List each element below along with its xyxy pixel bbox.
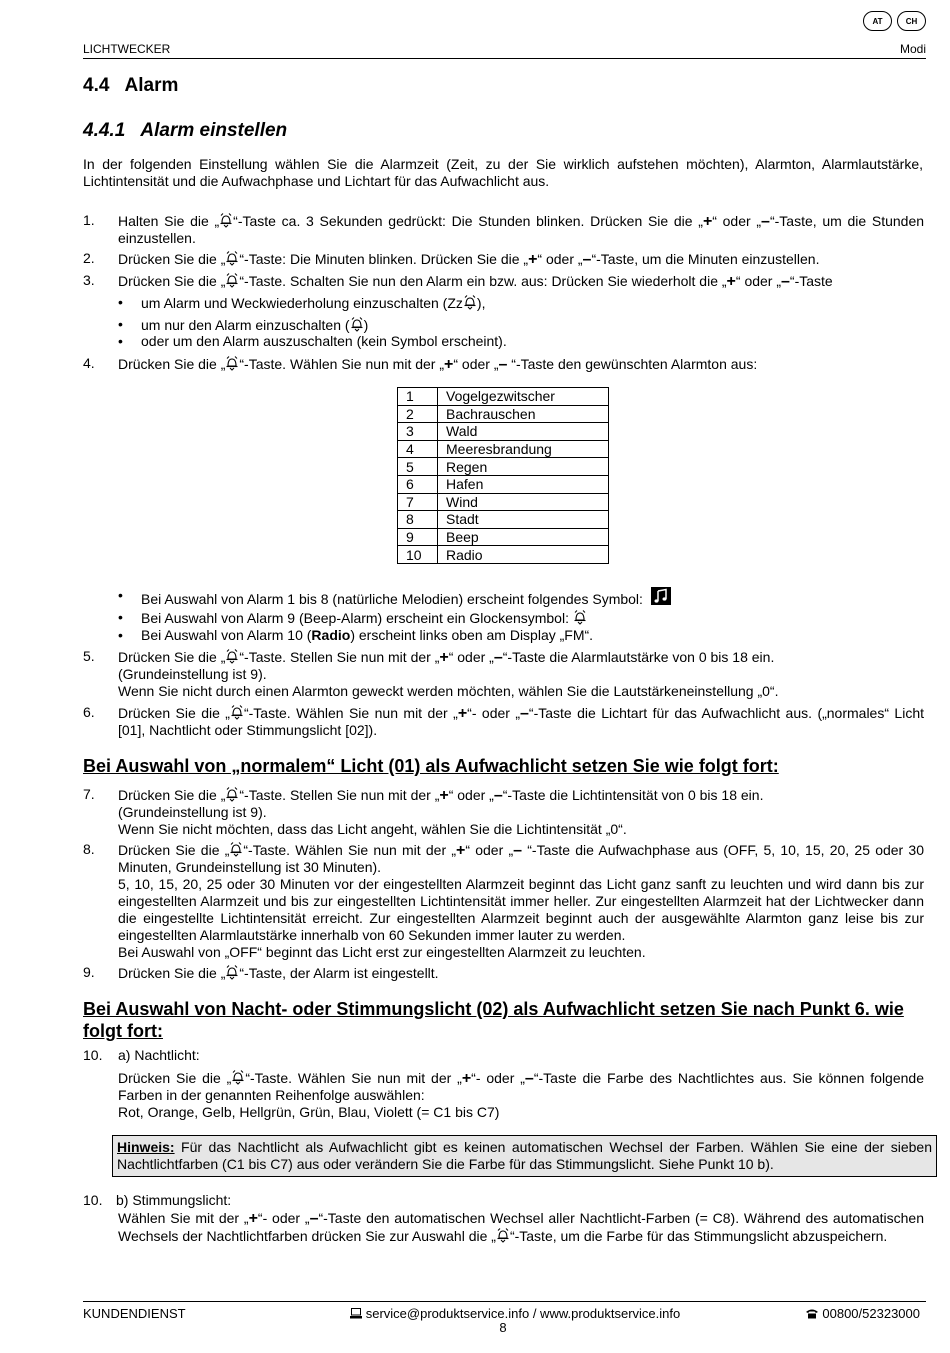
phone-icon	[805, 1308, 819, 1319]
header-left: LICHTWECKER	[83, 42, 171, 56]
tone-label: Hafen	[438, 475, 609, 493]
intro-text: In der folgenden Einstellung wählen Sie die Alarmzeit (Zeit, zu der Sie wirklich aufstehen möchten), Alarmton, Alarmlautstärke, Lichtintensität und die Aufwachphase und Lichtart für das Aufwachlicht aus.	[83, 156, 923, 189]
step-number: 3.	[83, 272, 95, 288]
note-box	[112, 1135, 937, 1177]
tone-label: Meeresbrandung	[438, 440, 609, 458]
step-number: 6.	[83, 704, 95, 720]
alarm-tone-table	[397, 387, 609, 564]
table-row	[398, 493, 609, 511]
section-title: 4.4 Alarm	[83, 75, 179, 96]
list-item: • Bei Auswahl von Alarm 1 bis 8 (natürliche Melodien) erscheint folgendes Symbol:	[118, 587, 671, 608]
step-number: 1.	[83, 212, 95, 228]
table-row	[398, 388, 609, 406]
step-2: Drücken Sie die „ “-Taste: Die Minuten blinken. Drücken Sie die „+“ oder „–“-Taste, um die Minuten einzustellen.	[118, 251, 820, 268]
step-10b: Wählen Sie mit der „+“- oder „–“-Taste den automatischen Wechsel aller Nachtlicht-Farben (= C8). Während des automatischen Wechsels der Nachtlichtfarben drücken Sie zur Auswahl die „ “-Taste, um die Farbe für das Stimmungslicht abzuspeichern.	[118, 1210, 924, 1244]
step-number: 5.	[83, 648, 95, 664]
step-6: Drücken Sie die „ “-Taste. Wählen Sie nun mit der „+“- oder „–“-Taste die Lichtart für das Aufwachlicht aus. („normales“ Licht [01], Nachtlicht oder Stimmungslicht [02]).	[118, 705, 924, 738]
list-item: • Bei Auswahl von Alarm 9 (Beep-Alarm) erscheint ein Glockensymbol:	[118, 609, 587, 627]
table-row	[398, 546, 609, 564]
badge-ch: CH	[897, 11, 926, 31]
list-item: • um Alarm und Weckwiederholung einzuschalten (Zz ),	[118, 294, 485, 312]
tone-label: Wald	[438, 423, 609, 441]
table-row	[398, 405, 609, 423]
alarm-bell-icon	[225, 272, 239, 288]
alarm-bell-icon	[225, 964, 239, 980]
step-number: 8.	[83, 841, 95, 857]
page-number: 8	[499, 1320, 507, 1335]
tone-number: 10	[398, 546, 438, 564]
step-number: 4.	[83, 355, 95, 371]
list-item: • Bei Auswahl von Alarm 10 (Radio) erscheint links oben am Display „FM“.	[118, 627, 593, 644]
tone-label: Wind	[438, 493, 609, 511]
alarm-bell-icon	[231, 1069, 245, 1085]
step-7: Drücken Sie die „ “-Taste. Stellen Sie nun mit der „+“ oder „–“-Taste die Lichtintensität von 0 bis 18 ein. (Grundeinstellung ist 9). Wenn Sie nicht möchten, dass das Licht angeht, wählen Sie die Lichtintensität „0“.	[118, 787, 764, 837]
tone-label: Regen	[438, 458, 609, 476]
step-9: Drücken Sie die „ “-Taste, der Alarm ist eingestellt.	[118, 965, 439, 981]
list-item: • um nur den Alarm einzuschalten ( )	[118, 316, 368, 334]
bell-icon	[573, 609, 587, 625]
tone-label: Radio	[438, 546, 609, 564]
tone-number: 7	[398, 493, 438, 511]
tone-label: Stadt	[438, 511, 609, 529]
page-header	[83, 42, 926, 59]
tone-label: Vogelgezwitscher	[438, 388, 609, 406]
alarm-bell-icon	[225, 355, 239, 371]
step-number: 10.	[83, 1192, 103, 1208]
note-text: Für das Nachtlicht als Aufwachlicht gibt es keinen automatischen Wechsel der Farben. Wählen Sie eine der sieben Nachtlichtfarben (C1 bis C7) aus oder verändern Sie die Farbe für das Stimmungslicht. Siehe Punkt 10 b).	[117, 1139, 932, 1172]
alarm-bell-icon	[350, 316, 364, 332]
tone-number: 5	[398, 458, 438, 476]
footer-right: 00800/52323000	[805, 1306, 920, 1321]
tone-number: 1	[398, 388, 438, 406]
alarm-bell-icon	[229, 841, 243, 857]
computer-icon	[350, 1308, 362, 1319]
alarm-bell-icon	[219, 212, 233, 228]
step-10b-title: b) Stimmungslicht:	[116, 1192, 232, 1208]
list-item: • oder um den Alarm auszuschalten (kein Symbol erscheint).	[118, 333, 507, 350]
alarm-bell-icon	[225, 648, 239, 664]
step-8: Drücken Sie die „ “-Taste. Wählen Sie nun mit der „+“ oder „– “-Taste die Aufwachphase aus (OFF, 5, 10, 15, 20, 25 oder 30 Minuten, Grundeinstellung ist 30 Minuten). 5, 10, 15, 20, 25 oder 30 Minuten vor der eingestellten Alarmzeit beginnt das Licht ganz sanft zu leuchten und wird dann bis zur eingestellten Alarmzeit und bis zur eingestellten Lichtintensität immer heller. Zur eingestellten Alarmzeit hat der Lichtwecker dann die eingestellte Lichtintensität erreicht. Zur eingestellten Alarmzeit beginnt auch der ausgewählte Alarmton ganz leise bis zur eingestellten Alarmlautstärke innerhalb von 60 Sekunden immer lauter zu werden. Bei Auswahl von „OFF“ beginnt das Licht erst zur eingestellten Alarmzeit zu leuchten.	[118, 842, 925, 960]
tone-number: 3	[398, 423, 438, 441]
tone-number: 9	[398, 528, 438, 546]
footer-center: service@produktservice.info / www.produktservice.info	[350, 1306, 680, 1321]
step-number: 2.	[83, 250, 95, 266]
step-1: Halten Sie die „ “-Taste ca. 3 Sekunden gedrückt: Die Stunden blinken. Drücken Sie die „+“ oder „–“-Taste, um die Stunden einzustellen.	[118, 213, 925, 246]
step-3: Drücken Sie die „ “-Taste. Schalten Sie nun den Alarm ein bzw. aus: Drücken Sie wiederholt die „+“ oder „–“-Taste	[118, 273, 833, 290]
alarm-bell-icon	[463, 294, 477, 310]
table-row	[398, 511, 609, 529]
tone-label: Bachrauschen	[438, 405, 609, 423]
header-right: Modi	[899, 42, 926, 56]
heading-night-light: Bei Auswahl von Nacht- oder Stimmungslicht (02) als Aufwachlicht setzen Sie nach Punkt 6. wie folgt fort:	[83, 999, 904, 1041]
country-badges	[863, 11, 926, 31]
heading-normal-light: Bei Auswahl von „normalem“ Licht (01) als Aufwachlicht setzen Sie wie folgt fort:	[83, 756, 779, 776]
step-10a-title: a) Nachtlicht:	[118, 1047, 200, 1063]
alarm-bell-icon	[225, 250, 239, 266]
music-note-icon	[651, 587, 671, 605]
step-10a: Drücken Sie die „ “-Taste. Wählen Sie nun mit der „+“- oder „–“-Taste die Farbe des Nachtlichtes aus. Sie können folgende Farben in der genannten Reihenfolge auswählen: Rot, Orange, Gelb, Hellgrün, Grün, Blau, Violett (= C1 bis C7)	[118, 1070, 924, 1120]
tone-number: 2	[398, 405, 438, 423]
table-row	[398, 458, 609, 476]
tone-number: 6	[398, 475, 438, 493]
tone-number: 8	[398, 511, 438, 529]
step-5: Drücken Sie die „ “-Taste. Stellen Sie nun mit der „+“ oder „–“-Taste die Alarmlautstärke von 0 bis 18 ein. (Grundeinstellung ist 9). Wenn Sie nicht durch einen Alarmton geweckt werden möchten, wählen Sie die Lautstärkeneinstellung „0“.	[118, 649, 779, 699]
alarm-bell-icon	[230, 704, 244, 720]
subsection-title: 4.4.1 Alarm einstellen	[83, 120, 288, 141]
page-footer	[83, 1301, 926, 1321]
step-number: 7.	[83, 786, 95, 802]
alarm-bell-icon	[496, 1227, 510, 1243]
table-row	[398, 528, 609, 546]
footer-left: KUNDENDIENST	[83, 1306, 186, 1321]
step-4: Drücken Sie die „ “-Taste. Wählen Sie nun mit der „+“ oder „– “-Taste den gewünschten Alarmton aus:	[118, 356, 758, 373]
table-row	[398, 423, 609, 441]
note-label: Hinweis:	[117, 1139, 175, 1155]
badge-at: AT	[863, 11, 892, 31]
table-row	[398, 440, 609, 458]
alarm-bell-icon	[225, 786, 239, 802]
tone-label: Beep	[438, 528, 609, 546]
step-number: 10.	[83, 1047, 103, 1063]
step-number: 9.	[83, 964, 95, 980]
tone-number: 4	[398, 440, 438, 458]
table-row	[398, 475, 609, 493]
